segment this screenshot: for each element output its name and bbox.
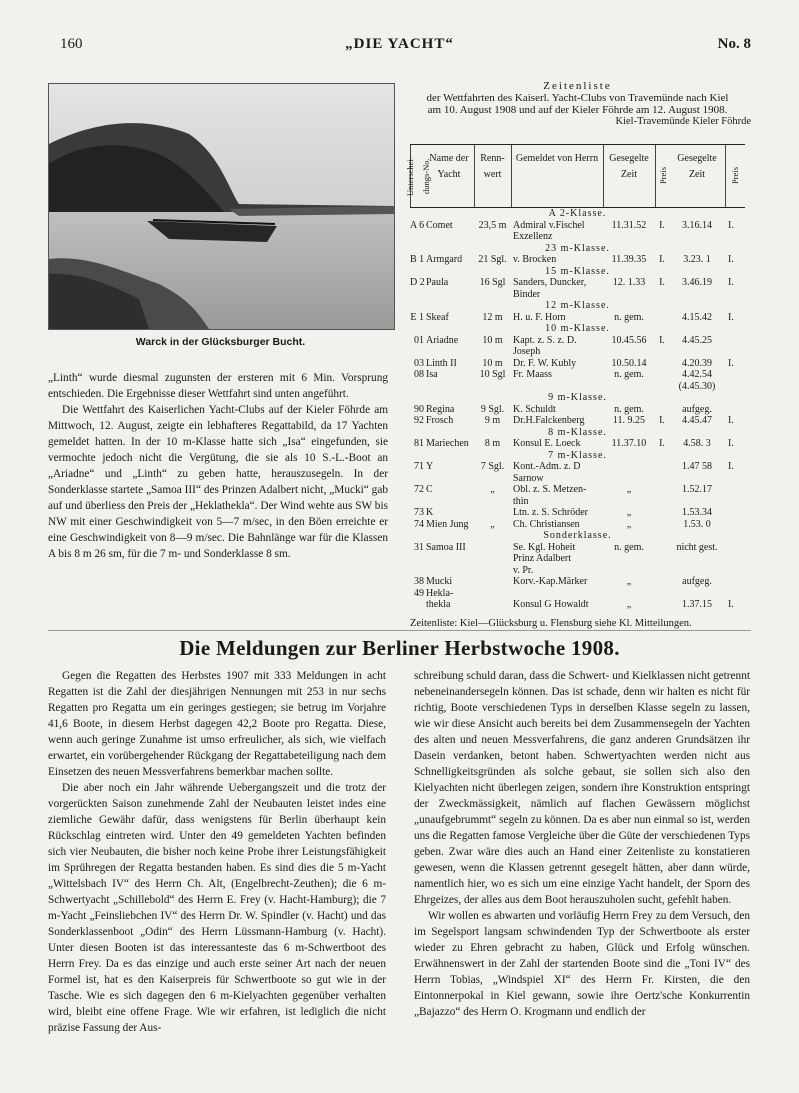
table-row (410, 461, 745, 473)
article-column-left (48, 668, 386, 1036)
cell-name: Mien Jung (426, 518, 469, 530)
cell-t2: aufgeg. (682, 576, 712, 587)
cell-nr: B 1 (410, 254, 425, 265)
cell-renn: 7 Sgl. (480, 461, 505, 472)
cell-name: Regina (426, 403, 455, 415)
cell-renn: 9 Sgl. (480, 403, 505, 415)
table-row (410, 530, 745, 542)
cell-owner: Kont.-Adm. z. D (513, 461, 581, 472)
cell-name: Skeaf (426, 311, 449, 323)
table-row (410, 335, 745, 347)
cell-name: Linth II (426, 357, 457, 369)
cell-nr: A 6 (410, 219, 425, 231)
photo-boat-in-bay (48, 83, 395, 330)
table-row (410, 553, 745, 565)
cell-name: Mucki (426, 576, 453, 587)
cell-renn: 10 Sgl (479, 369, 506, 380)
cell-t1: „ (626, 576, 632, 587)
cell-p1: I. (659, 219, 665, 231)
zeitenliste-footnote: Zeitenliste: Kiel—Glücksburg u. Flensburg siehe Kl. Mitteilungen. (410, 618, 692, 629)
paragraph: Gegen die Regatten des Herbstes 1907 mit 333 Meldungen in acht Regatten ist die Zahl der diesjährigen Nennungen mit 253 in nur sechs Regatten pro Regatta um ein geringes gestiegen; sie betrug im Vorjahre 41,6 Boote, in diesem Herbst dagegen 42,2 Boote pro Regatta. Diese, wenn auch geringe Zunahme ist umso erfreulicher, als sich, wie vielfach erwartet, ein vorübergehender Rückgang der Regattabeteiligung nach dem Einsetzen des neuen Messverfahrens bemerkbar machen sollte. (48, 670, 386, 778)
cell-nr: 49 (414, 587, 424, 599)
class-heading: 15 m-Klasse. (545, 265, 610, 277)
table-row (410, 565, 745, 577)
cell-name: Mariechen (426, 438, 469, 449)
header-name: Name der Yacht (424, 145, 475, 207)
cell-t2: 4.58. 3 (683, 438, 711, 449)
cell-owner: Kapt. z. S. z. D. (513, 334, 577, 346)
cell-name: C (426, 484, 433, 495)
table-row (410, 254, 745, 266)
cell-nr: 03 (414, 357, 424, 369)
cell-owner: Korv.-Kap.Märker (513, 576, 588, 587)
cell-nr: 01 (414, 334, 424, 346)
cell-t2: aufgeg. (682, 403, 712, 415)
cell-p2: I. (728, 219, 734, 231)
table-row (410, 450, 745, 462)
cell-p1: I. (659, 277, 665, 288)
cell-t1: 11.31.52 (611, 219, 647, 231)
page-number: 160 (60, 36, 83, 52)
cell-t1: 10.50.14 (611, 357, 647, 369)
cell-t2: nicht gest. (676, 541, 718, 553)
cell-t2: 4.45.47 (682, 415, 712, 426)
report-text-column (48, 370, 388, 562)
cell-t1: n. gem. (614, 541, 644, 553)
class-heading: Sonderklasse. (543, 530, 612, 541)
table-row (410, 243, 745, 255)
cell-t1: n. gem. (614, 311, 644, 323)
cell-p2: I. (728, 311, 734, 323)
cell-p2: I. (728, 415, 734, 426)
table-row (410, 507, 745, 519)
table-row (410, 542, 745, 554)
cell-t2: 3.16.14 (682, 219, 712, 231)
cell-t1: n. gem. (614, 369, 644, 380)
cell-owner: Exzellenz (513, 231, 553, 242)
table-row (410, 404, 745, 416)
cell-t1: „ (626, 507, 632, 518)
photo-caption: Warck in der Glücksburger Bucht. (135, 336, 306, 348)
cell-p2: I. (728, 357, 734, 369)
cell-nr: 08 (414, 369, 424, 380)
class-heading: 10 m-Klasse. (545, 323, 610, 334)
cell-renn: „ (490, 484, 495, 495)
cell-owner: Fr. Maass (513, 369, 552, 380)
cell-owner: Dr. F. W. Kubly (513, 357, 577, 369)
table-row (410, 358, 745, 370)
cell-t2: 1.47 58 (682, 461, 712, 472)
table-row (410, 473, 745, 485)
cell-owner: Obl. z. S. Metzen- (513, 484, 587, 495)
header-prize1: Preis (655, 145, 670, 207)
table-row (410, 231, 745, 243)
cell-owner: Joseph (513, 346, 541, 357)
cell-nr: 73 (414, 507, 424, 518)
cell-name: thekla (426, 599, 451, 610)
cell-nr: 38 (414, 576, 424, 587)
paragraph: schreibung schuld daran, dass die Schwert- und Kielklassen nicht getrennt nebeneinandersegeln können. Das ist schade, denn wir halten es nicht für richtig, Boote verschiedenen Typs in derselben Klasse segeln zu lassen, wie wir diese Ansicht auch bereits bei dem Zusammensegeln der Yachten des alten und neuen Messverfahrens, die ganz anderen Grundsätzen ihr Dasein verdanken, betont haben. Schwertyachten werden nicht aus Schnelligkeitsgründen als solche gebaut, sie sollen sich also den Kielyachten nicht überlegen zeigen, sondern ihre Konstruktion entspringt der Zweckmässigkeit, nämlich auf flachen Gewässern möglichst „unaufgebrummt“ segeln zu können. Da es aber nun einmal so ist, werden uns die Regatten famose Vergleiche über die Güte der verschiedenen Typs geben. Zwar wäre dies auch an Hand einer Zeitenliste zu konstatieren gewesen, wenn die Klassen getrennt gesegelt hätten, aber dann würde, namentlich hier, wo es sich um eine einzige Yacht handelt, der Sporn des Ehrgeizes, der alles aus dem Boot herauszuholen sucht, gefehlt haben. (414, 670, 750, 906)
cell-renn: 16 Sgl (479, 277, 506, 288)
paragraph: Die Wettfahrt des Kaiserlichen Yacht-Clubs auf der Kieler Föhrde am Mittwoch, 12. August, zeigte ein lebhafteres Regattabild, da 17 Yachten gemeldet hatten. In der 10 m-Klasse hatte sich „Isa“ eingefunden, sie vermochte jedoch nicht die Vergütung, die sie als 10 S.-L.-Boot an „Ariadne“ und „Linth“ zu geben hatte, herauszusegeln. In der Sonderklasse startete „Samoa III“ des Prinzen Adalbert nicht, „Mucki“ gab auf und überliess den Preis der „Heklathekla“. Der Wind wehte aus SW bis NW mit einer Geschwindigkeit von 5—7 m/sec, in den Böen erreichte er eine Geschwindigkeit von 8—9 m/sec. Die Bahnlänge war für die Klassen A bis 8 m 26 sm, für die 7 m- und Sonderklasse 8 sm. (48, 404, 388, 560)
cell-nr: 90 (414, 403, 424, 415)
zeitenliste-subheading: Kiel-Travemünde Kieler Föhrde (615, 116, 751, 127)
table-row (410, 289, 745, 301)
cell-renn: 10 m (482, 334, 503, 346)
table-row (410, 427, 745, 439)
cell-renn: 8 m (484, 438, 501, 449)
cell-name: Frosch (426, 415, 454, 426)
header-rennwert: Renn-wert (474, 145, 512, 207)
cell-owner: Sarnow (513, 472, 544, 484)
table-row (410, 300, 745, 312)
cell-owner: v. Pr. (513, 564, 534, 576)
class-heading: 12 m-Klasse. (545, 300, 610, 311)
cell-t2: 1.37.15 (682, 599, 712, 610)
cell-renn: 9 m (484, 415, 501, 426)
table-row (410, 438, 745, 450)
class-heading: 9 m-Klasse. (548, 392, 607, 403)
table-row (410, 220, 745, 232)
table-row (410, 369, 745, 381)
header-owner: Gemeldet von Herrn (511, 145, 604, 207)
class-heading: 8 m-Klasse. (548, 426, 607, 438)
cell-name: K (426, 507, 434, 518)
cell-nr: 74 (414, 518, 424, 530)
cell-name: Armgard (426, 254, 463, 265)
cell-owner: Ch. Christiansen (513, 518, 580, 530)
zeitenliste-title: Zeitenliste (543, 80, 612, 92)
table-header (405, 144, 745, 208)
journal-title: „DIE YACHT“ (345, 36, 454, 52)
cell-name: Samoa III (426, 541, 466, 553)
table-row (410, 277, 745, 289)
zeitenliste-table-body (410, 208, 745, 611)
paragraph: Wir wollen es abwarten und vorläufig Herrn Frey zu dem Versuch, den im Segelsport langsam schwindenden Typ der Schwertboote als erster wieder zu Ehren gebracht zu haben, Glück und Erfolg wünschen. Erwähnenswert in der Zahl der startenden Boote sind die „Toni IV“ des Herrn Tobias, „Windspiel XI“ des Herrn Fr. Kirsten, die den Eintonnerpokal in Kiel gewann, sowie ihre Oertz'sche Konkurrentin „Bajazzo“ des Herrn O. Krogmann und endlich der (414, 910, 750, 1018)
cell-owner: K. Schuldt (513, 403, 556, 415)
cell-nr: 81 (414, 438, 424, 449)
cell-name: Y (426, 461, 434, 472)
cell-owner: Se. Kgl. Hoheit (513, 541, 576, 553)
table-row (410, 266, 745, 278)
class-heading: 23 m-Klasse. (545, 242, 610, 254)
cell-owner: Konsul G Howaldt (513, 599, 589, 610)
running-header (48, 36, 751, 58)
cell-renn: 21 Sgl. (478, 254, 507, 265)
cell-t1: „ (626, 599, 632, 610)
cell-t2: 3.23. 1 (683, 254, 711, 265)
cell-name: Paula (426, 277, 449, 288)
table-row (410, 484, 745, 496)
cell-t1: „ (626, 484, 632, 495)
cell-owner: Ltn. z. S. Schröder (513, 507, 588, 518)
header-time1: Gesegelte Zeit (603, 145, 656, 207)
cell-p2: I. (728, 254, 734, 265)
cell-p1: I. (659, 415, 665, 426)
table-row (410, 599, 745, 611)
cell-p1: I. (659, 334, 665, 346)
cell-t2: 1.53.34 (682, 507, 712, 518)
cell-p1: I. (659, 254, 665, 265)
header-nr: Unterschei-dungs-No. (410, 145, 425, 207)
header-prize2: Preis (730, 167, 740, 185)
cell-renn: 23,5 m (478, 219, 507, 231)
paragraph: „Linth“ wurde diesmal zugunsten der ersteren mit 6 Min. Vorsprung entschieden. Die Ergebnisse dieser Wettfahrt sind unten angeführt. (48, 372, 388, 400)
cell-nr: E 1 (410, 311, 424, 323)
cell-t1: 11.39.35 (611, 254, 647, 265)
cell-t2: (4.45.30) (678, 380, 716, 392)
cell-t2: 4.45.25 (682, 334, 712, 346)
cell-nr: 72 (414, 484, 424, 495)
divider (48, 630, 751, 631)
cell-t1: „ (626, 518, 632, 530)
cell-nr: 71 (414, 461, 424, 472)
cell-renn: „ (490, 518, 495, 530)
table-row (410, 496, 745, 508)
zeitenliste-heading (405, 80, 750, 116)
cell-name: Hekla- (426, 587, 454, 599)
cell-owner: thin (513, 495, 529, 507)
cell-p2: I. (728, 438, 734, 449)
cell-t2: 1.53. 0 (683, 518, 711, 530)
cell-name: Isa (426, 369, 438, 380)
header-time2: Gesegelte Zeit (669, 145, 726, 207)
cell-t2: 4.15.42 (682, 311, 712, 323)
table-row (410, 588, 745, 600)
cell-t1: 11. 9.25 (612, 415, 646, 426)
article-column-right (414, 668, 750, 1020)
cell-renn: 12 m (482, 311, 503, 323)
class-heading: A 2-Klasse. (548, 208, 607, 219)
table-row (410, 346, 745, 358)
cell-nr: D 2 (410, 277, 425, 288)
cell-t1: 10.45.56 (611, 334, 647, 346)
table-row (410, 519, 745, 531)
cell-t2: 4.20.39 (682, 357, 712, 369)
table-row (410, 312, 745, 324)
cell-p2: I. (728, 599, 734, 610)
issue-number: No. 8 (717, 36, 751, 52)
cell-t1: 12. 1.33 (612, 277, 646, 288)
cell-nr: 31 (414, 541, 424, 553)
table-row (410, 415, 745, 427)
cell-p2: I. (728, 461, 734, 472)
table-row (410, 381, 745, 393)
cell-owner: v. Brocken (513, 254, 557, 265)
cell-p2: I. (728, 277, 734, 288)
zeitenliste-line2: am 10. August 1908 und auf der Kieler Föhrde am 12. August 1908. (427, 104, 728, 116)
table-row (410, 576, 745, 588)
class-heading: 7 m-Klasse. (548, 449, 607, 461)
cell-t2: 1.52.17 (682, 484, 712, 495)
cell-p1: I. (659, 438, 665, 449)
cell-t1: n. gem. (614, 403, 644, 415)
cell-name: Ariadne (426, 334, 459, 346)
cell-t2: 3.46.19 (682, 277, 712, 288)
cell-owner: Konsul E. Loeck (513, 438, 581, 449)
table-row (410, 392, 745, 404)
cell-renn: 10 m (482, 357, 503, 369)
table-row (410, 208, 745, 220)
zeitenliste-line1: der Wettfahrten des Kaiserl. Yacht-Clubs von Travemünde nach Kiel (426, 92, 729, 104)
cell-owner: Prinz Adalbert (513, 553, 572, 564)
cell-t1: 11.37.10 (611, 438, 647, 449)
table-row (410, 323, 745, 335)
paragraph: Die aber noch ein Jahr währende Uebergangszeit und die trotz der vorgerückten Saison zunehmende Zahl der Neubauten leistet indes eine ziemliche Gewähr dafür, dass wenigstens für Berlin überhaupt kein Rückschlag eintreten wird. Unter den 49 gemeldeten Yachten befinden sich vier Neubauten, die bisher noch keine Probe ihrer Leistungsfähigkeit im Sprühregen der Regatta bestanden haben. Es sind dies die 5 m-Yacht „Wittelsbach IV“ des Herrn Ch. Alt, (Engelbrecht-Zeuthen); die 6 m-Schwertyacht „Schillebold“ des Herrn E. Frey (v. Hacht-Hamburg); die 7 m-Yacht „Feinsliebchen IV“ des Herrn Dr. W. Spindler (v. Hacht) und das Sonderklassenboot „Odin“ des Herrn Lüssmann-Hamburg (v. Hacht). Unter diesen Booten ist das interessanteste das 6 m-Schwertboot des Herrn Frey. Da es das einzige und auch erste seiner Art nach der neuen Formel ist, hat es den Kaiserpreis für Schwertboote so gut wie in der Tasche. Wie es sich dagegen den 6 m-Kielyachten gegenüber verhalten wird, bleibt eine offene Frage. Wie wir erfahren, ist lediglich die nicht präzise Fassung der Aus- (48, 782, 386, 1034)
cell-nr: 92 (414, 415, 424, 426)
cell-t2: 4.42.54 (682, 369, 712, 380)
cell-owner: Admiral v.Fischel (513, 219, 585, 231)
cell-owner: Binder (513, 288, 541, 300)
cell-owner: H. u. F. Horn (513, 311, 566, 323)
cell-owner: Sanders, Duncker, (513, 277, 587, 288)
article-title: Die Meldungen zur Berliner Herbstwoche 1908. (179, 636, 620, 660)
cell-name: Comet (426, 219, 453, 231)
cell-owner: Dr.H.Falckenberg (513, 415, 585, 426)
